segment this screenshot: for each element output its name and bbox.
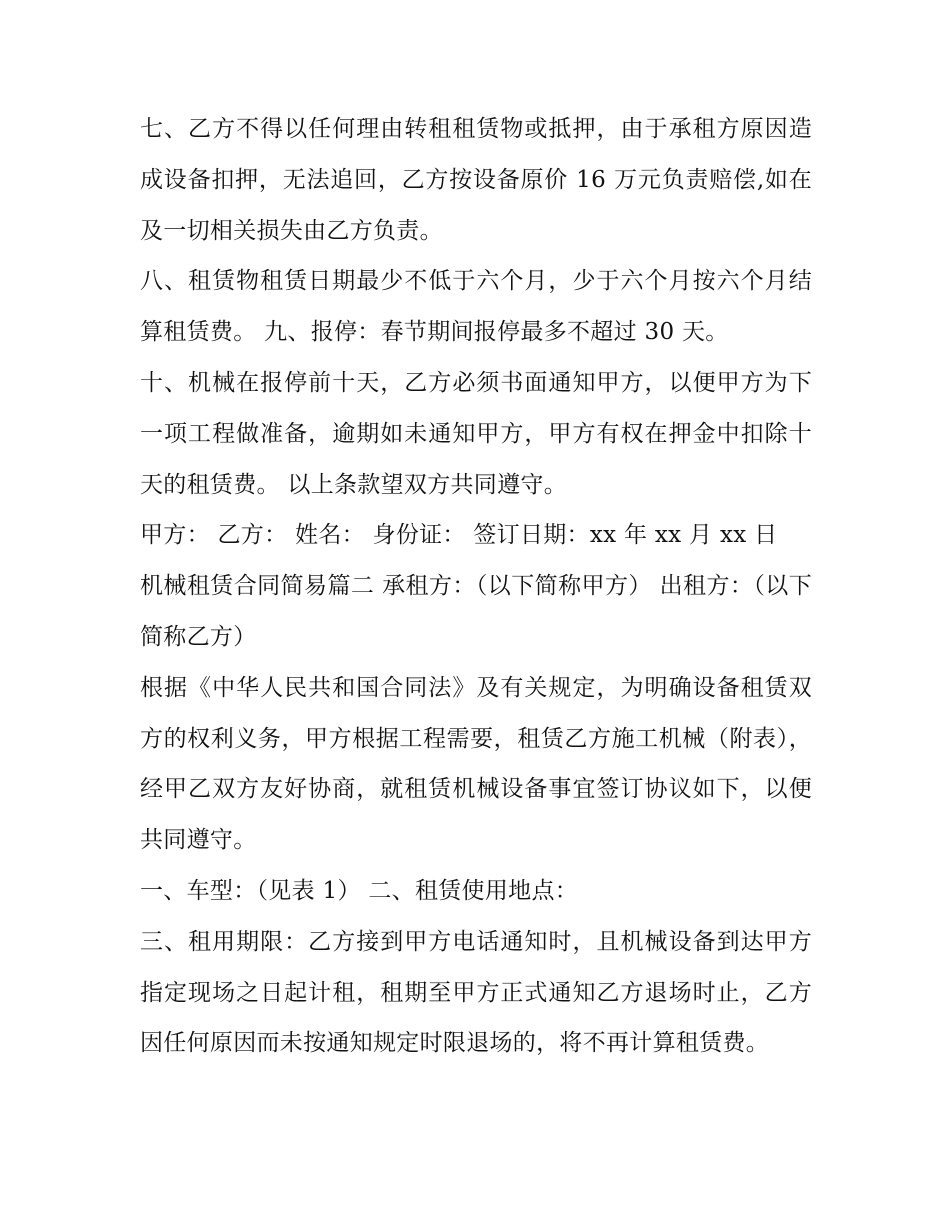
paragraph-section-heading: 机械租赁合同简易篇二 承租方：（以下简称甲方） 出租方：（以下简称乙方）	[140, 573, 812, 650]
paragraph-clause-3: 三、租用期限：乙方接到甲方电话通知时，且机械设备到达甲方指定现场之日起计租，租期至甲方正式通知乙方退场时止，乙方因任何原因而未按通知规定时限退场的，将不再计算租赁费。	[140, 928, 812, 1057]
paragraph-clause-7: 七、乙方不得以任何理由转租租赁物或抵押，由于承租方原因造成设备扣押，无法追回，乙方按设备原价 16 万元负责赔偿,如在及一切相关损失由乙方负责。	[140, 116, 812, 244]
paragraph-clause-8-9: 八、租赁物租赁日期最少不低于六个月，少于六个月按六个月结算租赁费。 九、报停：春节期间报停最多不超过 30 天。	[140, 268, 812, 346]
document-body	[140, 104, 812, 1069]
paragraph-preamble: 根据《中华人民共和国合同法》及有关规定，为明确设备租赁双方的权利义务，甲方根据工程需要，租赁乙方施工机械（附表），经甲乙双方友好协商，就租赁机械设备事宜签订协议如下，以便共同遵守。	[140, 674, 812, 854]
paragraph-clause-10: 十、机械在报停前十天，乙方必须书面通知甲方，以便甲方为下一项工程做准备，逾期如未通知甲方，甲方有权在押金中扣除十天的租赁费。 以上条款望双方共同遵守。	[140, 369, 812, 498]
paragraph-signature-line: 甲方： 乙方： 姓名： 身份证： 签订日期：xx 年 xx 月 xx 日	[140, 522, 778, 549]
paragraph-clause-1-2: 一、车型：（见表 1） 二、租赁使用地点：	[140, 877, 579, 904]
